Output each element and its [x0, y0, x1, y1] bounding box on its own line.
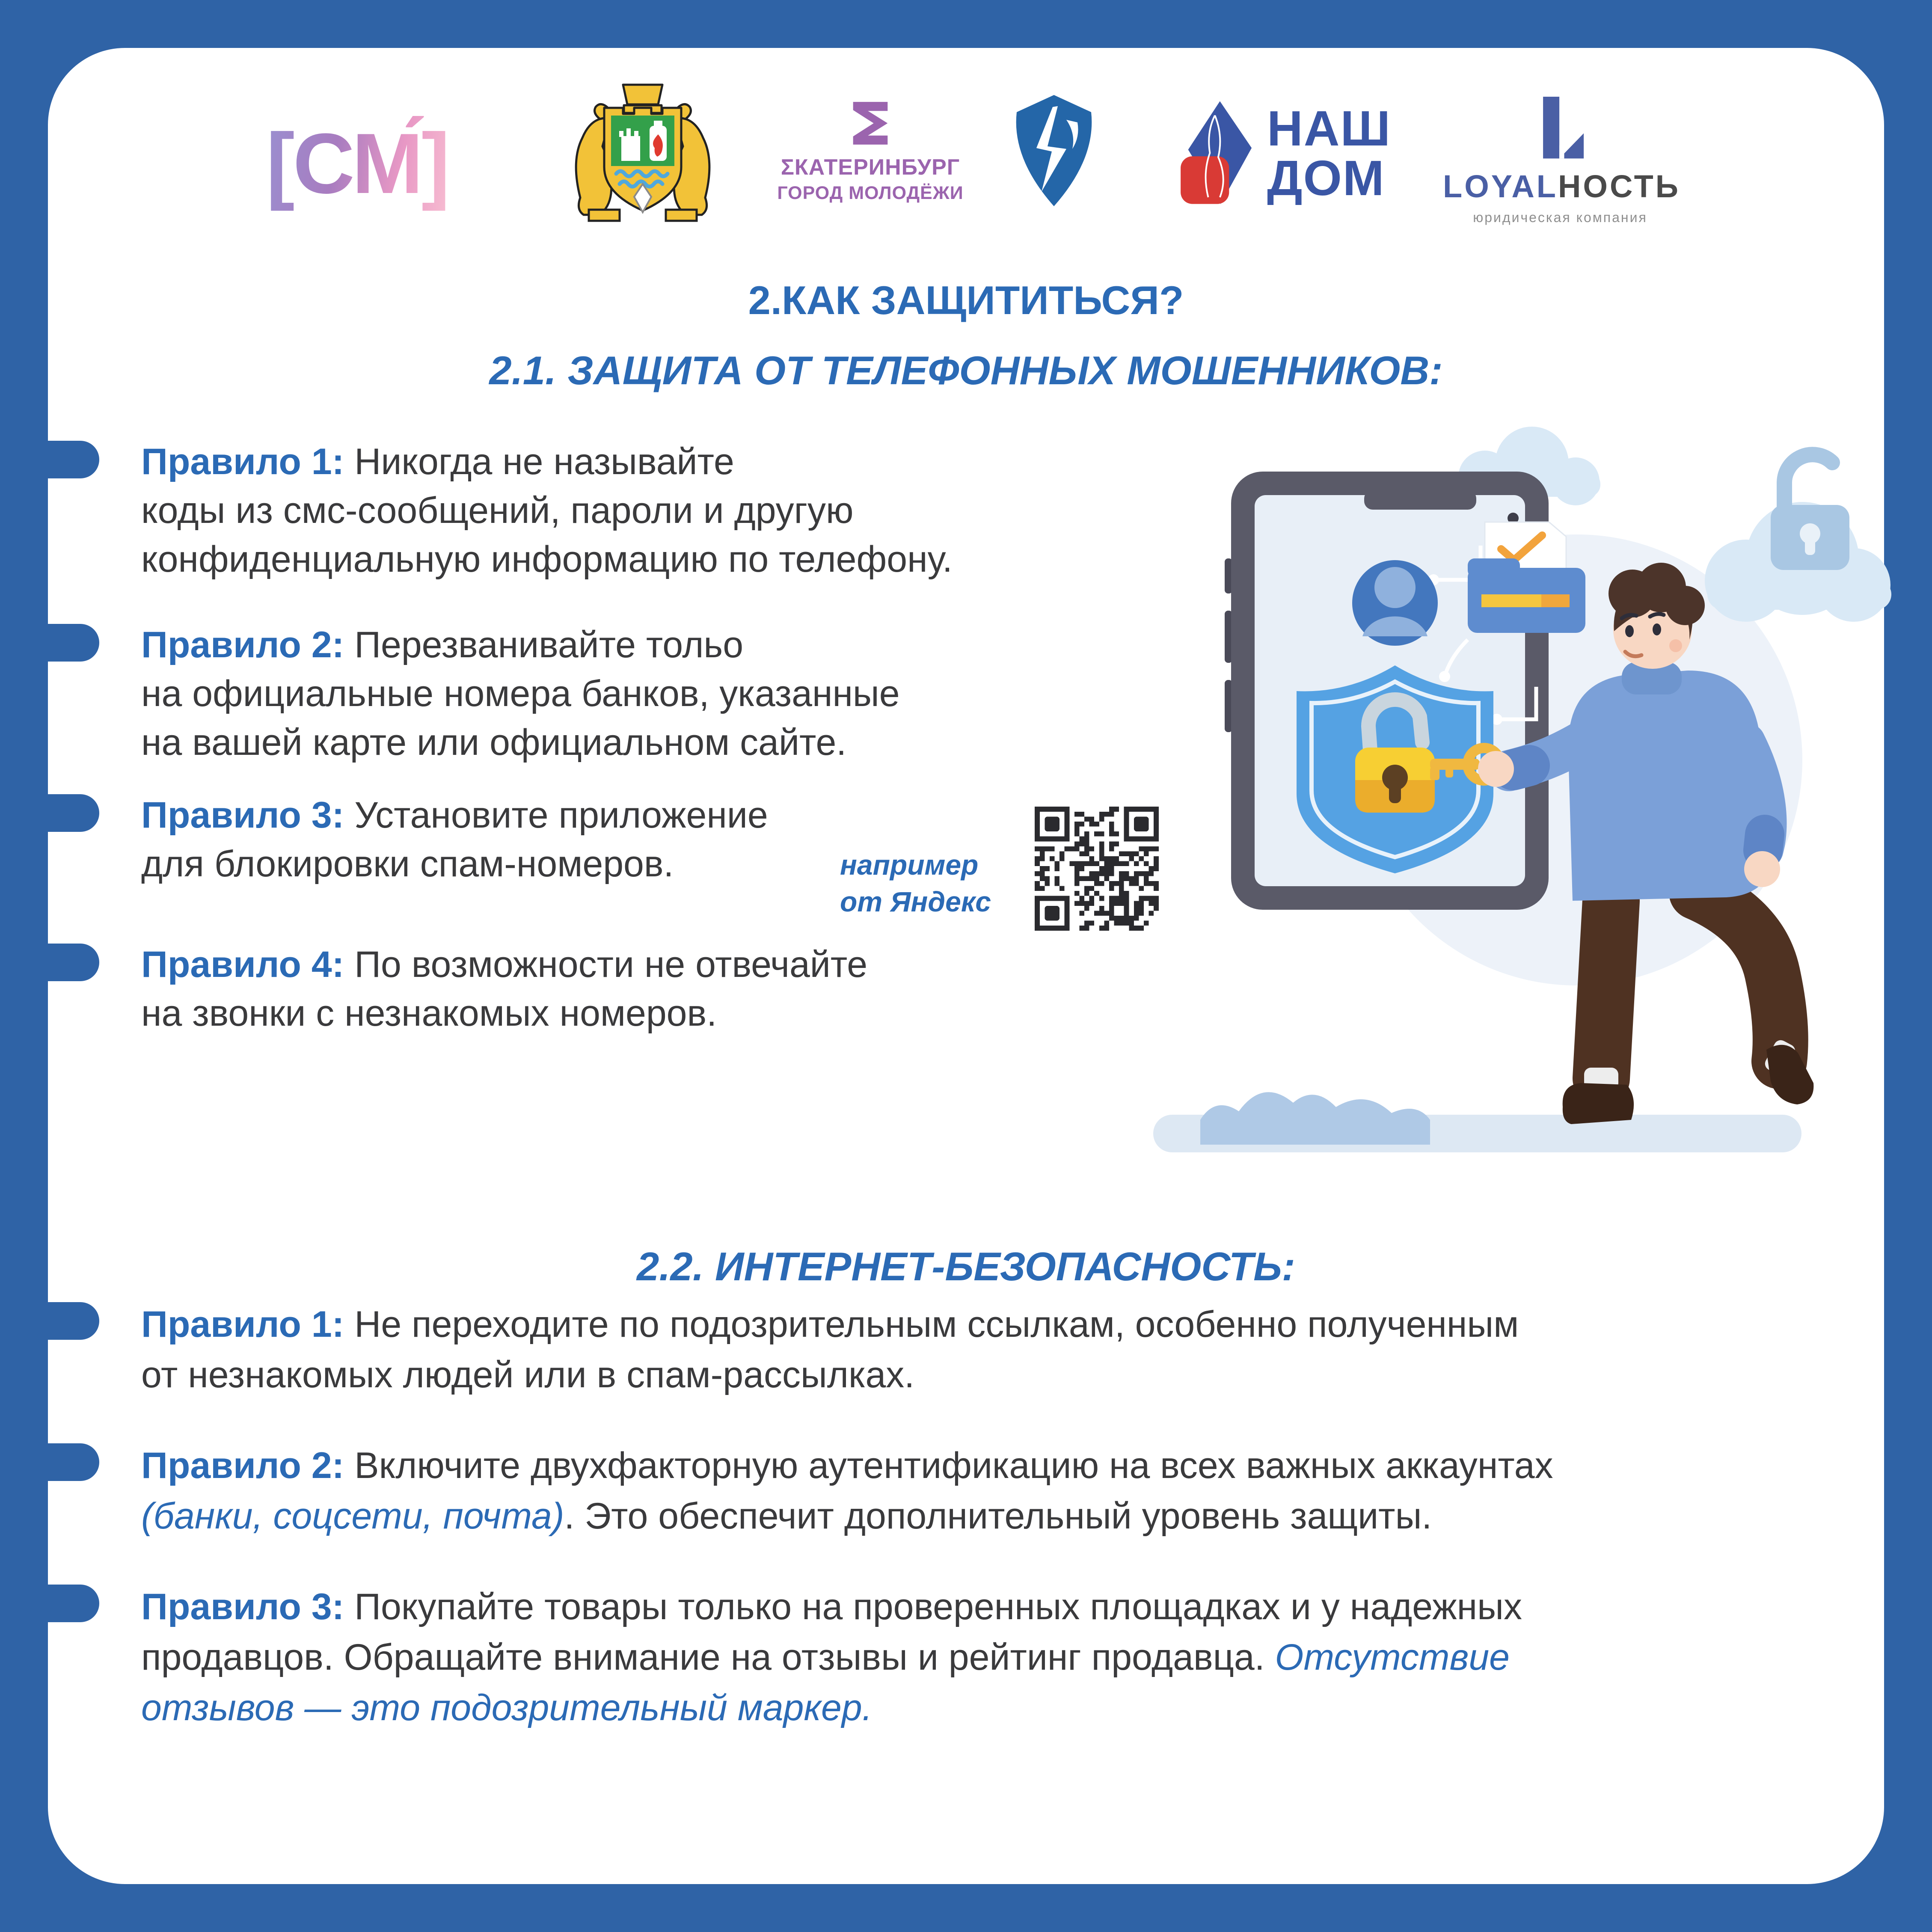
cloud-lock-icon [1705, 454, 1891, 622]
rule-text: Правило 4: По возможности не отвечайте на звонки с незнакомых номеров. [141, 944, 868, 1034]
sigma-icon [850, 101, 891, 145]
loyal-l-icon [1535, 97, 1585, 162]
main-title: 2.КАК ЗАЩИТИТЬСЯ? [748, 278, 1184, 323]
ekb-logo-line2: ГОРОД МОЛОДЁЖИ [777, 183, 964, 203]
sm-logo [266, 115, 448, 213]
nash-dom-logo [1165, 98, 1391, 208]
rule-text: Правило 1: Не переходите по подозрительным ссылкам, особенно полученным от незнакомых людей или в спам-рассылках. [141, 1304, 1519, 1395]
phone-security-illustration [1151, 417, 1908, 1172]
rule-text: Правило 2: Перезванивайте тольо на официальные номера банков, указанные на вашей карте или официальном сайте. [141, 624, 900, 763]
rule-marker [0, 1443, 99, 1481]
rule-marker [0, 624, 99, 662]
sm-logo-text: [СМ́] [266, 116, 448, 211]
ekaterinburg-coat-of-arms-icon [559, 81, 727, 224]
nash-dom-text: НАШ ДОМ [1267, 100, 1392, 206]
qr-caption: например от Яндекс [840, 849, 991, 917]
section1-title: 2.1. ЗАЩИТА ОТ ТЕЛЕФОННЫХ МОШЕННИКОВ: [489, 348, 1443, 393]
loyalnost-wordmark: LOYALНОСТЬ [1443, 169, 1680, 204]
folder-icon [1468, 558, 1585, 633]
ekb-logo-line1: ΣКАТЕРИНБУРГ [781, 155, 960, 180]
ground-shape [1153, 1092, 1801, 1152]
rule-marker [0, 944, 99, 981]
shield-emblem-icon [1012, 94, 1096, 207]
rule-marker [0, 441, 99, 478]
rule-marker [0, 794, 99, 832]
user-avatar-icon [1352, 560, 1438, 646]
loyalnost-logo [1443, 97, 1680, 226]
ekaterinburg-city-of-youth-logo [766, 101, 975, 204]
rule-text: Правило 3: Установите приложение для блокировки спам-номеров. [141, 795, 768, 884]
nash-dom-mark-icon [1165, 98, 1252, 208]
qr-code [1025, 797, 1169, 941]
section2-title: 2.2. ИНТЕРНЕТ-БЕЗОПАСНОСТЬ: [637, 1244, 1295, 1289]
rule-text: Правило 1: Никогда не называйте коды из смс-сообщений, пароли и другую конфиденциальную информацию по телефону. [141, 441, 953, 580]
rule-text: Правило 3: Покупайте товары только на проверенных площадках и у надежных продавцов. Обращайте внимание на отзывы и рейтинг продавца. Отсутствие отзывов — это подозрительный маркер. [141, 1586, 1522, 1728]
loyalnost-subtitle: юридическая компания [1473, 210, 1647, 225]
rule-marker [0, 1302, 99, 1340]
rule-text: Правило 2: Включите двухфакторную аутентификацию на всех важных аккаунтах (банки, соцсети, почта). Это обеспечит дополнительный уровень защиты. [141, 1445, 1553, 1537]
rule-marker [0, 1585, 99, 1622]
